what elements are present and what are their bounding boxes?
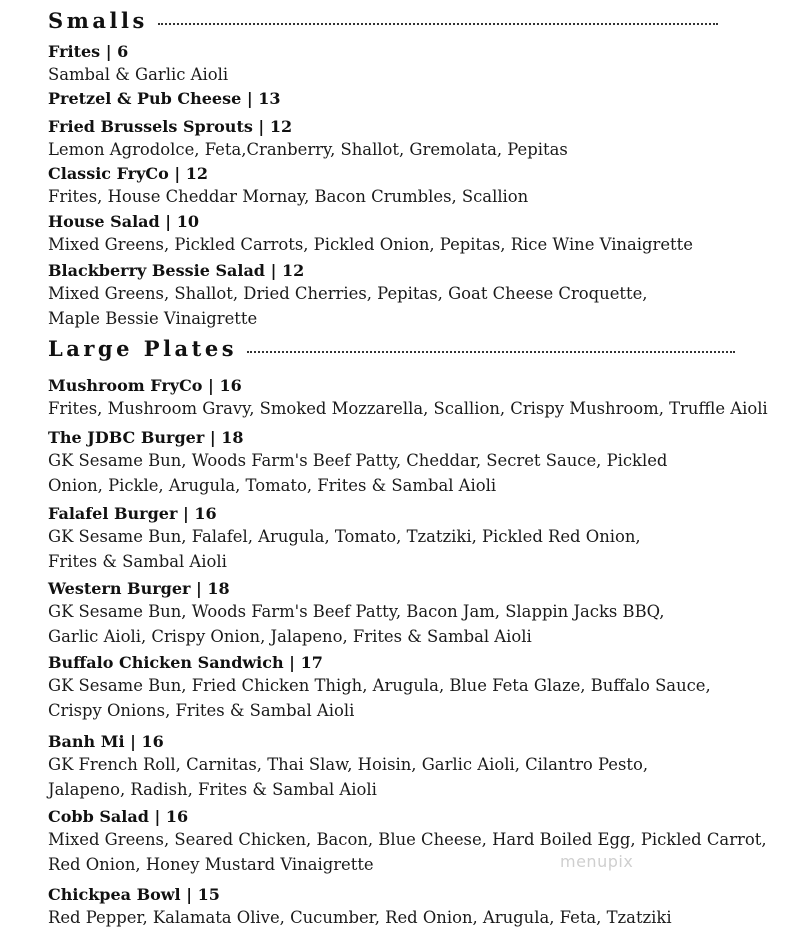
item-name: Fried Brussels Sprouts | 12 (48, 117, 293, 136)
item-name: Western Burger | 18 (48, 579, 230, 598)
item-description: GK Sesame Bun, Fried Chicken Thigh, Arugula, Blue Feta Glaze, Buffalo Sauce, Crispy Onions, Frites & Sambal Aioli (48, 676, 711, 720)
item-description: Lemon Agrodolce, Feta,Cranberry, Shallot, Gremolata, Pepitas (48, 140, 568, 159)
section-header-smalls (48, 8, 718, 33)
menu-item (48, 806, 778, 877)
item-price: 12 (281, 261, 305, 280)
dotted-divider (247, 351, 735, 353)
item-description: GK Sesame Bun, Woods Farm's Beef Patty, Cheddar, Secret Sauce, Pickled Onion, Pickle, Arugula, Tomato, Frites & Sambal Aioli (48, 451, 668, 495)
item-description: Frites, Mushroom Gravy, Smoked Mozzarella, Scallion, Crispy Mushroom, Truffle Aioli (48, 399, 768, 418)
item-price: 12 (185, 164, 209, 183)
item-price: 15 (197, 885, 220, 904)
section-title: Large Plates (48, 336, 238, 361)
menu-item (48, 652, 778, 723)
section-title: Smalls (48, 8, 148, 33)
item-price: 18 (207, 579, 230, 598)
item-description: Sambal & Garlic Aioli (48, 65, 229, 84)
menu-item (48, 427, 778, 498)
menu-item (48, 88, 778, 109)
menu-item (48, 163, 778, 209)
item-price: 16 (194, 504, 217, 523)
item-price: 17 (300, 653, 323, 672)
item-name: Mushroom FryCo | 16 (48, 376, 242, 395)
menu-item (48, 731, 778, 802)
item-description: Mixed Greens, Shallot, Dried Cherries, Pepitas, Goat Cheese Croquette, Maple Bessie Vinaigrette (48, 284, 648, 328)
item-name: Falafel Burger | 16 (48, 504, 217, 523)
item-description: GK French Roll, Carnitas, Thai Slaw, Hoisin, Garlic Aioli, Cilantro Pesto, Jalapeno, Radish, Frites & Sambal Aioli (48, 755, 649, 799)
dotted-divider (158, 23, 718, 25)
menu-item (48, 375, 778, 421)
menu-item (48, 260, 778, 331)
item-description: Frites, House Cheddar Mornay, Bacon Crumbles, Scallion (48, 187, 529, 206)
item-price: 16 (219, 376, 242, 395)
menu-item (48, 503, 778, 574)
item-name: Frites | 6 (48, 42, 129, 61)
item-description: GK Sesame Bun, Woods Farm's Beef Patty, Bacon Jam, Slappin Jacks BBQ, Garlic Aioli, Crispy Onion, Jalapeno, Frites & Sambal Aioli (48, 602, 665, 646)
item-name: Blackberry Bessie Salad | 12 (48, 261, 305, 280)
menu-item (48, 116, 778, 162)
item-description: Red Pepper, Kalamata Olive, Cucumber, Red Onion, Arugula, Feta, Tzatziki (48, 908, 672, 927)
watermark: menupix (560, 852, 634, 871)
item-description: Mixed Greens, Seared Chicken, Bacon, Blue Cheese, Hard Boiled Egg, Pickled Carrot, Red Onion, Honey Mustard Vinaigrette (48, 830, 767, 874)
item-price: 10 (176, 212, 199, 231)
item-price: 16 (165, 807, 189, 826)
menu-item (48, 884, 778, 930)
item-description: Mixed Greens, Pickled Carrots, Pickled Onion, Pepitas, Rice Wine Vinaigrette (48, 235, 693, 254)
menu-item (48, 211, 778, 257)
item-name: Pretzel & Pub Cheese | 13 (48, 89, 281, 108)
section-header-large-plates (48, 336, 735, 361)
item-price: 12 (269, 117, 293, 136)
item-name: Banh Mi | 16 (48, 732, 164, 751)
item-description: GK Sesame Bun, Falafel, Arugula, Tomato, Tzatziki, Pickled Red Onion, Frites & Sambal Aioli (48, 527, 641, 571)
item-price: 13 (258, 89, 281, 108)
menu-item (48, 41, 778, 87)
item-name: Buffalo Chicken Sandwich | 17 (48, 653, 323, 672)
item-price: 6 (117, 42, 129, 61)
item-price: 18 (221, 428, 244, 447)
item-price: 16 (141, 732, 164, 751)
item-name: House Salad | 10 (48, 212, 199, 231)
item-name: Cobb Salad | 16 (48, 807, 189, 826)
item-name: The JDBC Burger | 18 (48, 428, 244, 447)
item-name: Chickpea Bowl | 15 (48, 885, 220, 904)
item-name: Classic FryCo | 12 (48, 164, 209, 183)
menu-item (48, 578, 778, 649)
